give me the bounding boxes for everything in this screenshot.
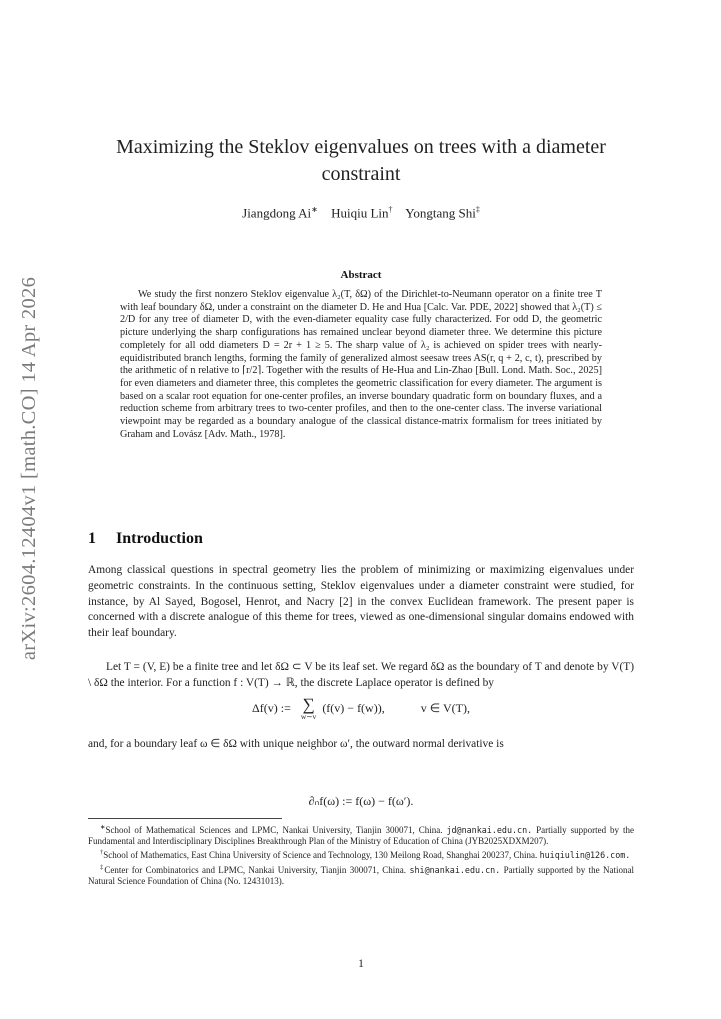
email: jd@nankai.edu.cn. [446, 825, 533, 835]
author-mark: ‡ [475, 205, 480, 214]
body-paragraph: Among classical questions in spectral geometry lies the problem of minimizing or maximizing eigenvalues under geometric constraints. In the continuous setting, Steklov eigenvalues under a diameter constraint were studied, for instance, by Al Sayed, Bogosel, Henrot, and Nacry [2] in the convex Euclidean framework. The present paper is concerned with a discrete analogue of this theme for trees, viewed as one-dimensional singular domains endowed with their leaf boundary. [88, 564, 634, 640]
footnote: †School of Mathematics, East China University of Science and Technology, 130 Meilong Road, Shanghai 200237, China. huiqiulin@126.com. [100, 849, 631, 861]
arxiv-stamp [8, 258, 52, 678]
equation-domain: v ∈ V(T), [420, 700, 470, 715]
footnote: ∗School of Mathematical Sciences and LPMC, Nankai University, Tianjin 300071, China. jd@nankai.edu.cn. Partially supported by the Fundamental and Interdisciplinary Disciplines Breakthrough Plan of the Ministry of Education of China (JYB2025XDXM207). [88, 824, 634, 847]
equation-lhs: Δf(v) := [252, 700, 291, 715]
email: huiqiulin@126.com. [539, 850, 631, 861]
section-title: Introduction [116, 530, 203, 547]
sum-symbol: ∑ w∼v [300, 695, 317, 721]
body-paragraph: Let T = (V, E) be a finite tree and let δΩ ⊂ V be its leaf set. We regard δΩ as the boundary of T and denote by V(T) \ δΩ the interior. For a function f : V(T) → ℝ, the discrete Laplace operator is defined by [88, 661, 634, 689]
arxiv-id: arXiv:2604.12404v1 [math.CO] 14 Apr 2026 [18, 276, 41, 660]
laplace-equation [88, 697, 634, 721]
normal-derivative-equation: ∂ₙf(ω) := f(ω) − f(ω′). [308, 794, 414, 808]
author-mark: † [388, 205, 393, 214]
author-name: Jiangdong Ai [242, 205, 312, 221]
section-number: 1 [88, 530, 96, 547]
author-mark: ∗ [311, 205, 318, 214]
sum-subscript: w∼v [300, 712, 317, 721]
abstract-heading: Abstract [340, 269, 382, 281]
abstract-text: We study the first nonzero Steklov eigenvalue λ₂(T, δΩ) of the Dirichlet-to-Neumann operator on a finite tree T with leaf boundary δΩ, under a constraint on the diameter D. He and Hua [Calc. Var. PDE, 2022] showed that λ₂(T) ≤ 2/D for any tree of diameter D, with the even-diameter equality case fully characterized. For odd D, the geometric picture underlying the sharp configurations has remained unclear beyond diameter three. We determine this picture completely for all odd diameters D = 2r + 1 ≥ 5. The sharp value of λ₂ is achieved on spider trees with nearly-equidistributed branch lengths, forming the family of generalized almost seesaw trees AS(r, q + 2, c, t), prescribed by the arithmetic of n relative to ⌈r/2⌉. Together with the results of He-Hua and Lin-Zhao [Bull. Lond. Math. Soc., 2025] for even diameters and diameter three, this completes the geometric classification for every diameter. The argument is based on a scalar root equation for one-center profiles, an inverse boundary quadratic form on boundary fluxes, and a reduction scheme from arbitrary trees to two-center profiles, and then to the one-center class. The inverse variational viewpoint may be regarded as a boundary analogue of the classical distance-matrix formalism for trees initiated by Graham and Lovász [Adv. Math., 1978]. [120, 289, 602, 440]
email: shi@nankai.edu.cn. [409, 864, 501, 875]
author-name: Huiqiu Lin [331, 205, 389, 221]
page-number: 1 [358, 958, 364, 970]
footnote-rule [88, 818, 282, 819]
footnotes [88, 822, 634, 887]
footnote: ‡Center for Combinatorics and LPMC, Nankai University, Tianjin 300071, China. shi@nankai.edu.cn. Partially supported by the National Natural Science Foundation of China (No. 12431013). [88, 863, 635, 886]
section-heading [88, 530, 203, 548]
equation-rhs: (f(v) − f(w)), [322, 700, 385, 715]
author-name: Yongtang Shi [405, 205, 476, 221]
body-paragraph: and, for a boundary leaf ω ∈ δΩ with unique neighbor ω′, the outward normal derivative is [88, 738, 504, 750]
author-list [88, 205, 634, 221]
paper-title: Maximizing the Steklov eigenvalues on trees with a diameter constraint [116, 136, 606, 185]
